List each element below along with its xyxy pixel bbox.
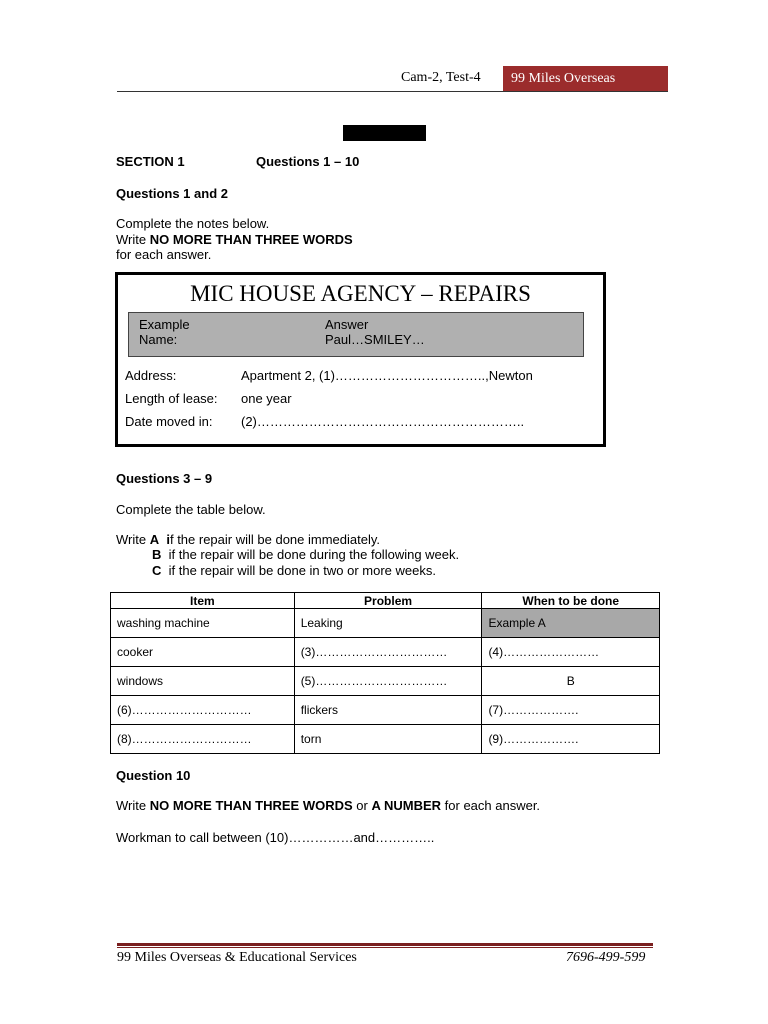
write-text: Write bbox=[116, 798, 150, 813]
footer-divider bbox=[117, 943, 653, 946]
table-cell: (8)………………………… bbox=[111, 725, 295, 754]
table-row bbox=[111, 667, 660, 696]
notes-title: MIC HOUSE AGENCY – REPAIRS bbox=[190, 281, 531, 306]
or-text: or bbox=[352, 798, 372, 813]
date-moved-value: (2)…………………………………………………….. bbox=[241, 414, 525, 429]
option-a-i: i bbox=[166, 532, 170, 547]
table-row bbox=[111, 696, 660, 725]
section-label: SECTION 1 bbox=[116, 154, 185, 169]
listening-heading: LISTENING bbox=[343, 125, 426, 141]
header-item: Item bbox=[111, 593, 295, 609]
answer-label: Answer bbox=[325, 317, 369, 332]
address-value: Apartment 2, (1)……………………………..,Newton bbox=[241, 368, 533, 383]
table-cell: Example A bbox=[482, 609, 660, 638]
header-when: When to be done bbox=[482, 593, 660, 609]
option-a-line bbox=[116, 532, 380, 547]
example-box bbox=[128, 312, 584, 357]
table-cell: B bbox=[482, 667, 660, 696]
notes-box bbox=[115, 272, 606, 447]
option-c-letter: C bbox=[152, 563, 162, 578]
q1-2-instruction-1: Complete the notes below. bbox=[116, 216, 270, 231]
repairs-table bbox=[110, 592, 660, 754]
table-cell: flickers bbox=[294, 696, 482, 725]
q3-9-title: Questions 3 – 9 bbox=[116, 471, 213, 486]
number-text: A NUMBER bbox=[371, 798, 442, 813]
option-c-line bbox=[152, 563, 436, 578]
table-cell: (9)………………. bbox=[482, 725, 660, 754]
table-cell: (5)…………………………… bbox=[294, 667, 482, 696]
option-b-line bbox=[152, 547, 459, 562]
name-value: Paul…SMILEY… bbox=[325, 332, 425, 347]
q10-prompt: Workman to call between (10)……………and………….. bbox=[116, 830, 435, 845]
q1-2-instruction-3: for each answer. bbox=[116, 247, 212, 262]
each-answer-text: for each answer. bbox=[441, 798, 541, 813]
table-cell: torn bbox=[294, 725, 482, 754]
lease-label: Length of lease: bbox=[125, 391, 218, 406]
q10-title: Question 10 bbox=[116, 768, 191, 783]
option-c-text: if the repair will be done in two or more weeks. bbox=[168, 563, 436, 578]
section-questions: Questions 1 – 10 bbox=[256, 154, 360, 169]
header-problem: Problem bbox=[294, 593, 482, 609]
footer-phone: 7696-499-599 bbox=[566, 950, 646, 965]
write-text: Write bbox=[116, 232, 150, 247]
word-limit-text: NO MORE THAN THREE WORDS bbox=[149, 798, 353, 813]
table-cell: (4)…………………… bbox=[482, 638, 660, 667]
address-label: Address: bbox=[125, 368, 177, 383]
word-limit-text: NO MORE THAN THREE WORDS bbox=[149, 232, 353, 247]
footer-company: 99 Miles Overseas & Educational Services bbox=[117, 950, 357, 965]
table-cell: Leaking bbox=[294, 609, 482, 638]
table-row bbox=[111, 609, 660, 638]
table-cell: washing machine bbox=[111, 609, 295, 638]
table-row bbox=[111, 638, 660, 667]
date-moved-label: Date moved in: bbox=[125, 414, 213, 429]
header-brand: 99 Miles Overseas bbox=[503, 66, 668, 92]
footer-divider-thin bbox=[117, 947, 653, 948]
write-text: Write bbox=[116, 532, 150, 547]
q10-instruction bbox=[116, 798, 540, 813]
table-cell: (6)………………………… bbox=[111, 696, 295, 725]
option-b-letter: B bbox=[152, 547, 162, 562]
q3-9-instruction: Complete the table below. bbox=[116, 502, 266, 517]
table-cell: (7)………………. bbox=[482, 696, 660, 725]
table-cell: cooker bbox=[111, 638, 295, 667]
name-label: Name: bbox=[139, 332, 178, 347]
option-a-letter: A bbox=[149, 532, 160, 547]
example-label: Example bbox=[139, 317, 190, 332]
header-divider bbox=[117, 91, 668, 92]
table-cell: windows bbox=[111, 667, 295, 696]
option-b-text: if the repair will be done during the following week. bbox=[168, 547, 460, 562]
q1-2-title: Questions 1 and 2 bbox=[116, 186, 228, 201]
q1-2-instruction-2 bbox=[116, 232, 353, 247]
header-title: Cam-2, Test-4 bbox=[401, 70, 481, 85]
table-row bbox=[111, 725, 660, 754]
lease-value: one year bbox=[241, 391, 292, 406]
table-cell: (3)…………………………… bbox=[294, 638, 482, 667]
option-a-text: f the repair will be done immediately. bbox=[169, 532, 380, 547]
table-header-row bbox=[111, 593, 660, 609]
